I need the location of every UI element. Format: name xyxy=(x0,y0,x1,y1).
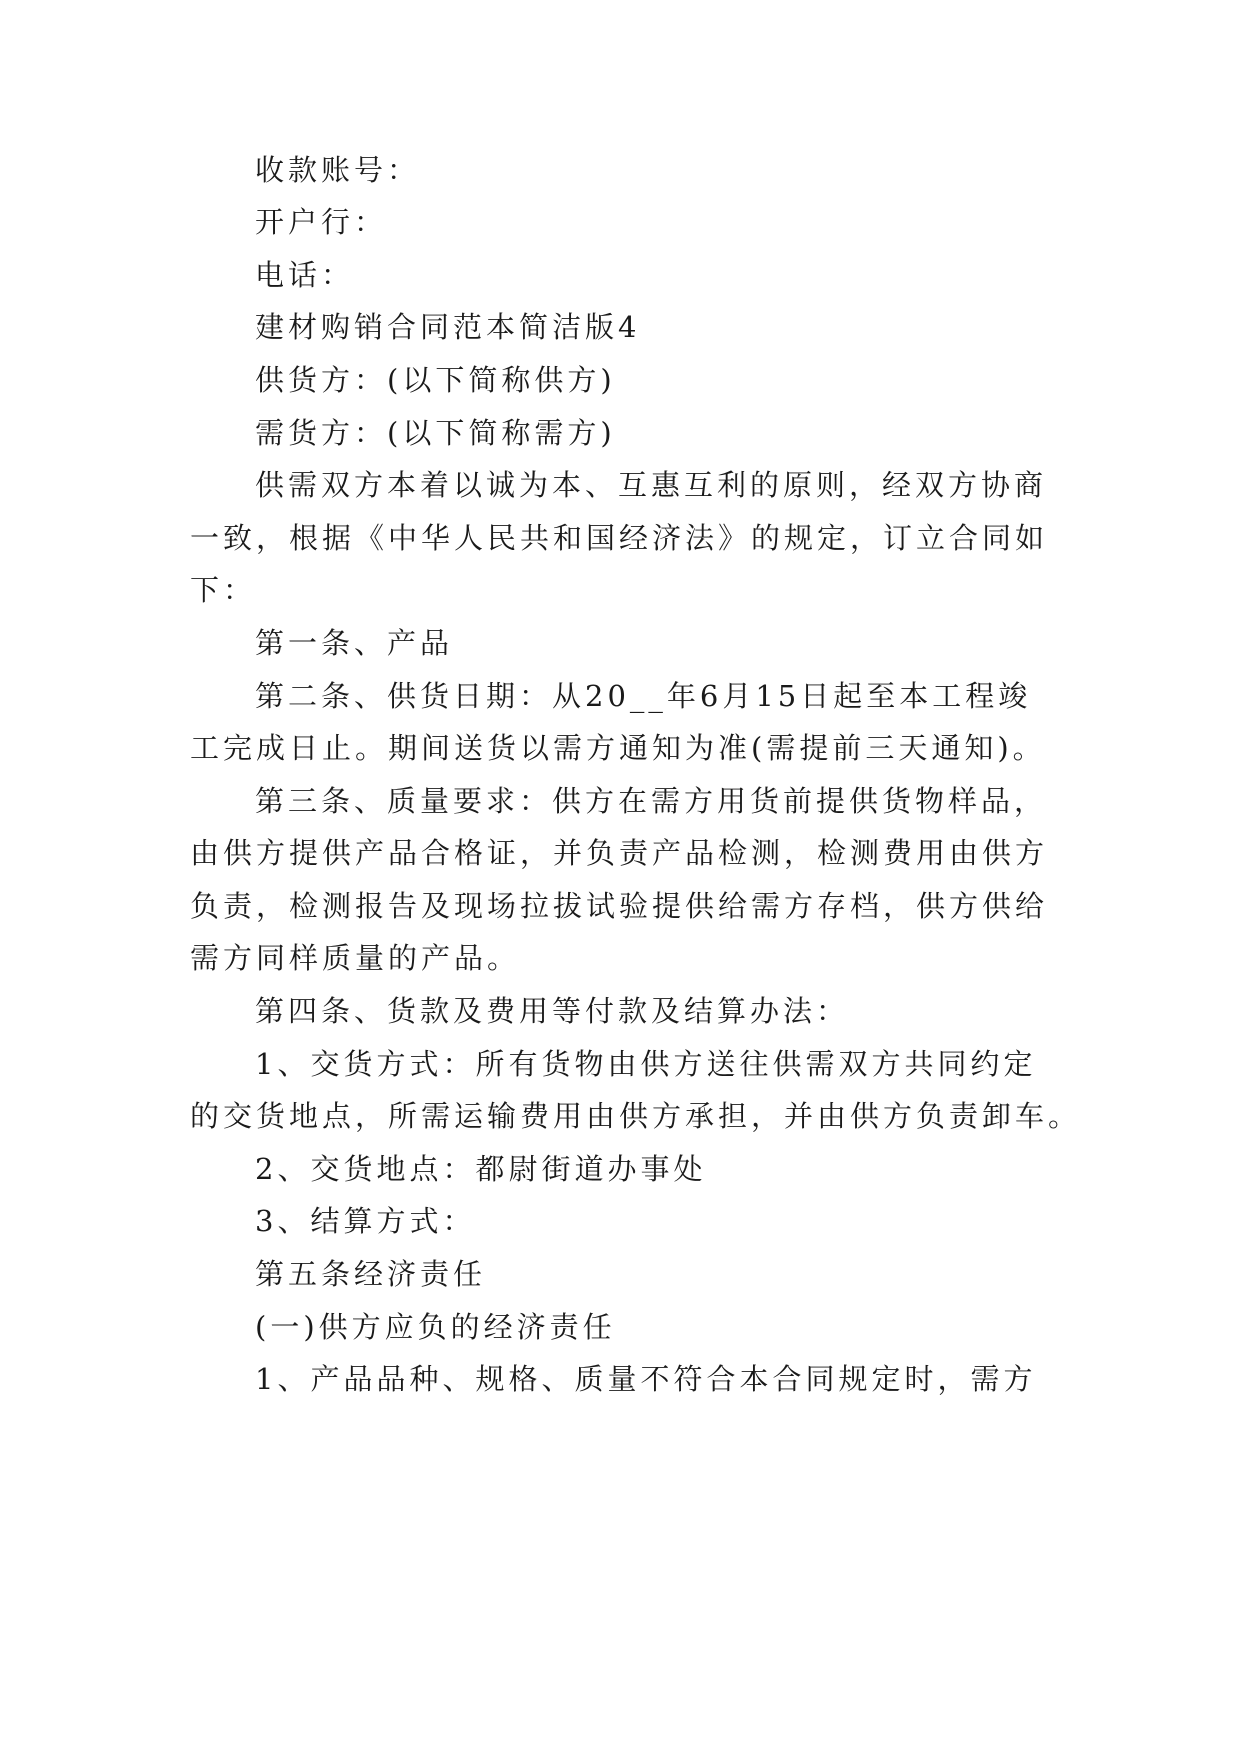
text-line: 需货方：(以下简称需方) xyxy=(255,416,616,450)
text-line: 工完成日止。期间送货以需方通知为准(需提前三天通知)。 xyxy=(190,731,1046,765)
text-line: 一致，根据《中华人民共和国经济法》的规定，订立合同如 xyxy=(190,521,1049,555)
text-line: 第一条、产品 xyxy=(255,626,454,660)
text-line: (一)供方应负的经济责任 xyxy=(255,1310,616,1344)
text-line: 第三条、质量要求：供方在需方用货前提供货物样品， xyxy=(255,784,1048,818)
text-line: 第五条经济责任 xyxy=(255,1257,487,1291)
text-line: 的交货地点，所需运输费用由供方承担，并由供方负责卸车。 xyxy=(190,1099,1082,1133)
text-line: 供货方：(以下简称供方) xyxy=(255,363,616,397)
text-line: 建材购销合同范本简洁版4 xyxy=(255,310,641,344)
text-line: 第二条、供货日期：从20__年6月15日起至本工程竣 xyxy=(255,679,1032,713)
text-line: 3、结算方式： xyxy=(255,1204,476,1238)
text-line: 负责，检测报告及现场拉拔试验提供给需方存档，供方供给 xyxy=(190,889,1049,923)
text-line: 收款账号： xyxy=(255,153,421,187)
text-line: 供需双方本着以诚为本、互惠互利的原则，经双方协商 xyxy=(255,468,1048,502)
text-line: 下： xyxy=(190,573,257,607)
text-line: 2、交货地点：都尉街道办事处 xyxy=(255,1152,707,1186)
text-line: 1、交货方式：所有货物由供方送往供需双方共同约定 xyxy=(255,1047,1037,1081)
text-line: 由供方提供产品合格证，并负责产品检测，检测费用由供方 xyxy=(190,836,1049,870)
text-line: 电话： xyxy=(255,258,355,292)
text-line: 开户行： xyxy=(255,205,388,239)
text-line: 第四条、货款及费用等付款及结算办法： xyxy=(255,994,850,1028)
text-line: 需方同样质量的产品。 xyxy=(190,941,521,975)
text-line: 1、产品品种、规格、质量不符合本合同规定时，需方 xyxy=(255,1362,1037,1396)
